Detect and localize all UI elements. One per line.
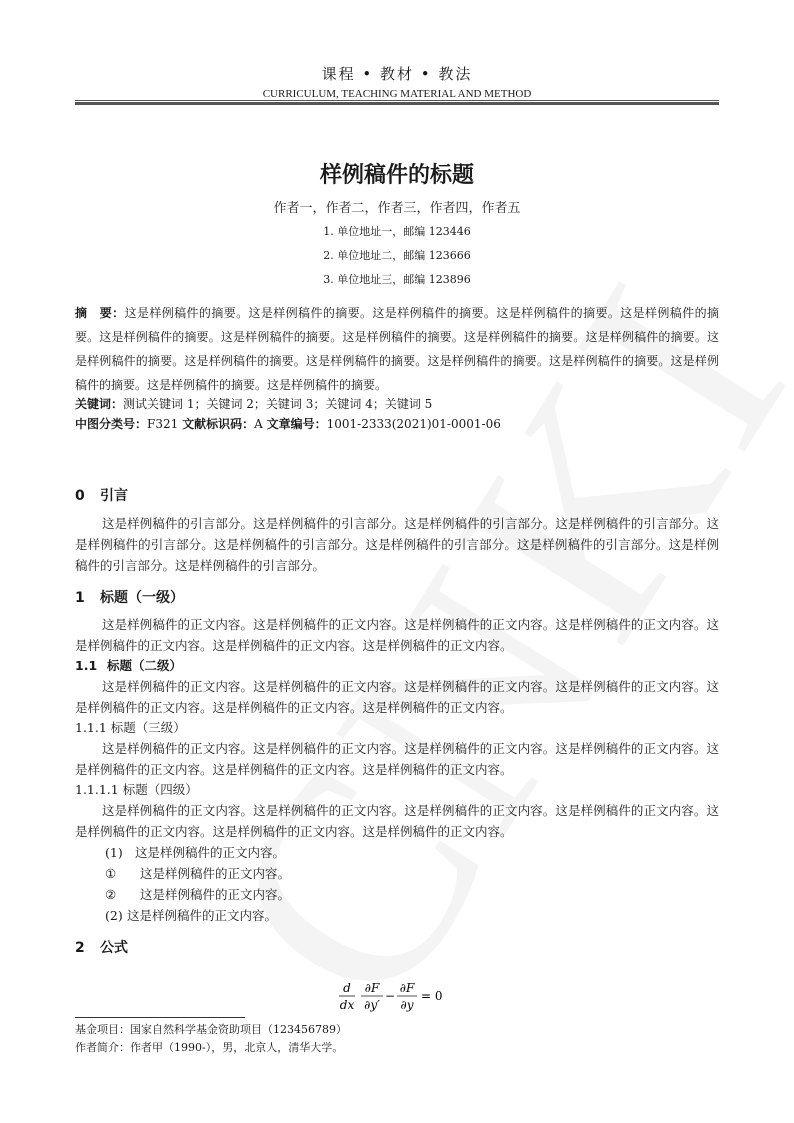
doc-code: A [254, 417, 263, 431]
section-1-1-paragraph: 这是样例稿件的正文内容。这是样例稿件的正文内容。这是样例稿件的正文内容。这是样例稿件的正文内容。这是样例稿件的正文内容。这是样例稿件的正文内容。这是样例稿件的正文内容。 [75, 679, 719, 715]
article-no-label: 文章编号： [266, 417, 327, 431]
author-bio-footnote: 作者简介：作者甲（1990-），男，北京人，清华大学。 [75, 1041, 344, 1054]
section-heading-1-1-1-1: 1.1.1.1 标题（四级） [75, 782, 198, 797]
doc-code-label: 文献标识码： [182, 417, 255, 431]
formula-dF2: ∂F [399, 981, 415, 995]
section-1-1-1-paragraph: 这是样例稿件的正文内容。这是样例稿件的正文内容。这是样例稿件的正文内容。这是样例稿件的正文内容。这是样例稿件的正文内容。这是样例稿件的正文内容。这是样例稿件的正文内容。 [75, 741, 719, 777]
abstract-text: 这是样例稿件的摘要。这是样例稿件的摘要。这是样例稿件的摘要。这是样例稿件的摘要。这是样例稿件的摘要。这是样例稿件的摘要。这是样例稿件的摘要。这是样例稿件的摘要。这是样例稿件的摘要。这是样例稿件的摘要。这是样例稿件的摘要。这是样例稿件的摘要。这是样例稿件的摘要。这是样例稿件的摘要。这是样例稿件的摘要。这是样例稿件的摘要。这是样例稿件的摘要。这是样例稿件的摘要。 [75, 306, 719, 392]
footnotes [75, 1021, 719, 1057]
classification-line [75, 414, 719, 434]
clc-code: F321 [147, 417, 179, 431]
formula-d: d [343, 981, 351, 995]
clc-label: 中图分类号： [75, 417, 148, 431]
list-item: (2) 这是样例稿件的正文内容。 [105, 908, 278, 923]
section-heading-1-1-1: 1.1.1 标题（三级） [75, 720, 186, 735]
abstract [75, 301, 719, 397]
intro-paragraph: 这是样例稿件的引言部分。这是样例稿件的引言部分。这是样例稿件的引言部分。这是样例稿件的引言部分。这是样例稿件的引言部分。这是样例稿件的引言部分。这是样例稿件的引言部分。这是样例稿件的引言部分。这是样例稿件的引言部分。这是样例稿件的引言部分。 [75, 516, 719, 573]
affiliation-2: 2. 单位地址二，邮编 123666 [323, 249, 471, 262]
main-body [75, 484, 719, 960]
running-header [75, 60, 719, 101]
section-heading-1-1: 1.1 标题（二级） [75, 658, 183, 673]
formula-dyprime: ∂y′ [364, 998, 380, 1012]
section-heading-intro: 0 引言 [75, 488, 128, 504]
formula-dy: ∂y [400, 998, 414, 1012]
formula-eq: = 0 [421, 989, 443, 1003]
keywords-text: 测试关键词 1；关键词 2；关键词 3；关键词 4；关键词 5 [123, 397, 433, 411]
journal-name-en: CURRICULUM, TEACHING MATERIAL AND METHOD [262, 88, 532, 100]
keywords-label: 关键词： [75, 397, 124, 411]
journal-name-cn: 课程 • 教材 • 教法 [321, 65, 473, 83]
affiliation-1: 1. 单位地址一，邮编 123446 [323, 225, 471, 238]
formula-svg [337, 980, 457, 1016]
paper-title: 样例稿件的标题 [319, 163, 474, 188]
euler-lagrange-equation [0, 980, 794, 1020]
abstract-label: 摘 要： [75, 306, 125, 320]
section-heading-2: 2 公式 [75, 940, 128, 956]
footnote-rule [75, 1017, 245, 1018]
section-heading-1: 1 标题（一级） [75, 590, 184, 606]
author-list: 作者一，作者二，作者三，作者四，作者五 [273, 201, 521, 216]
section-1-1-1-1-paragraph: 这是样例稿件的正文内容。这是样例稿件的正文内容。这是样例稿件的正文内容。这是样例稿件的正文内容。这是样例稿件的正文内容。这是样例稿件的正文内容。这是样例稿件的正文内容。 [75, 803, 719, 839]
list-item: ② 这是样例稿件的正文内容。 [105, 887, 291, 902]
list-item: (1) 这是样例稿件的正文内容。 [105, 845, 286, 860]
keywords [75, 394, 719, 414]
title-block [75, 158, 719, 292]
affiliation-list [75, 220, 719, 292]
formula-dF1: ∂F [364, 981, 380, 995]
formula-minus: − [384, 989, 396, 1003]
article-no: 1001-2333(2021)01-0001-06 [326, 417, 501, 431]
formula-dx: dx [339, 998, 355, 1012]
section-1-paragraph: 这是样例稿件的正文内容。这是样例稿件的正文内容。这是样例稿件的正文内容。这是样例稿件的正文内容。这是样例稿件的正文内容。这是样例稿件的正文内容。这是样例稿件的正文内容。 [75, 617, 719, 653]
header-rule-thick [75, 102, 719, 105]
fund-footnote: 基金项目：国家自然科学基金资助项目（123456789） [75, 1023, 347, 1036]
header-rule-thin [75, 100, 719, 101]
affiliation-3: 3. 单位地址三，邮编 123896 [323, 273, 471, 286]
list-item: ① 这是样例稿件的正文内容。 [105, 866, 291, 881]
